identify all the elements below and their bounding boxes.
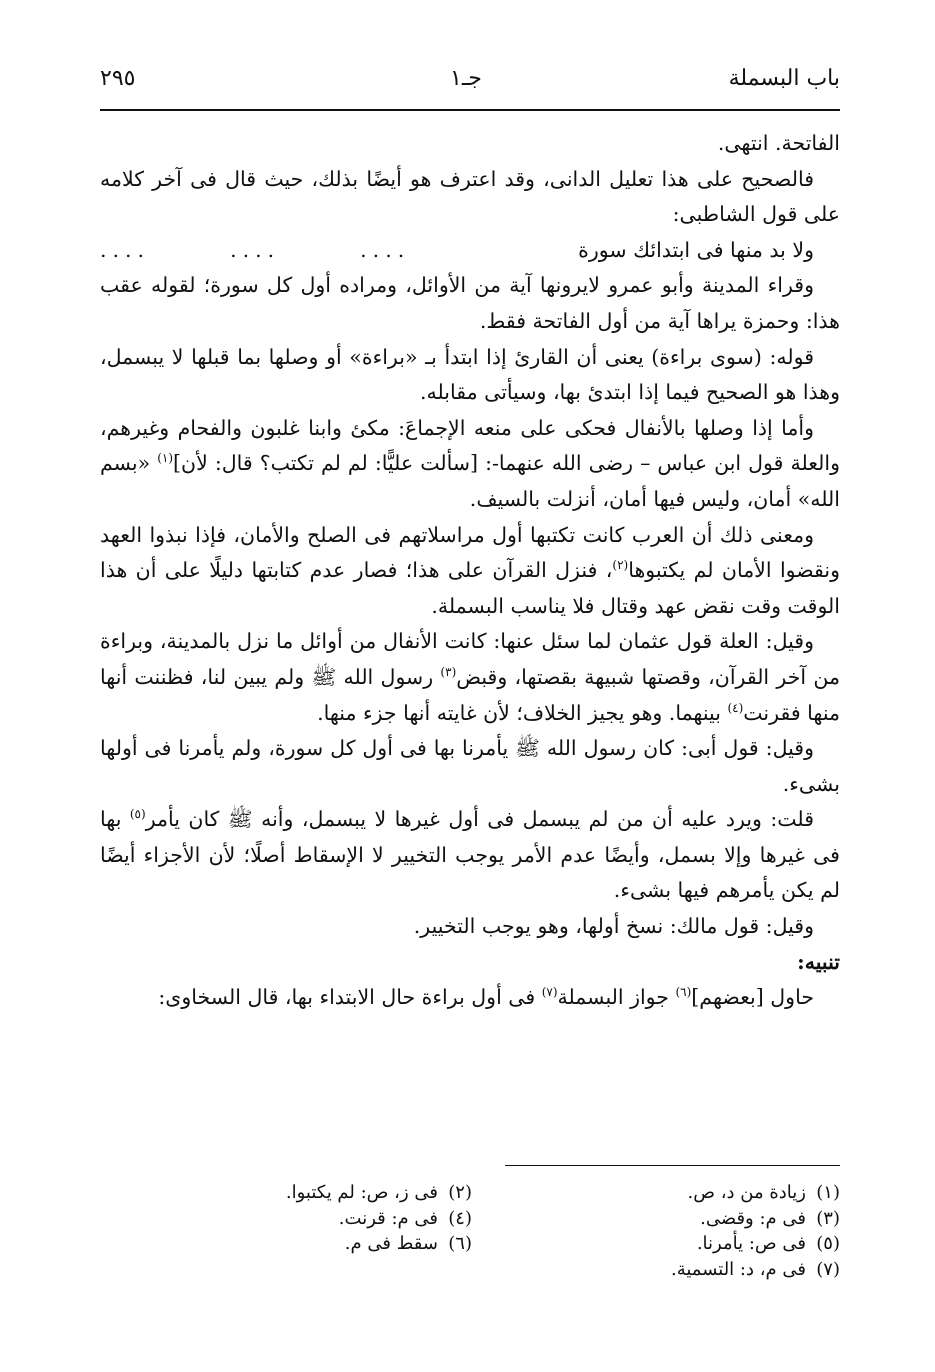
- paragraph: [100, 980, 840, 1016]
- verse-dots: ....: [360, 237, 411, 262]
- footnote-number: (٧): [816, 1258, 840, 1280]
- text-run: رسول الله ﷺ ولم يبين لنا، فظننت أنها منها فقرنت: [100, 664, 840, 725]
- footnote-item: [172, 1180, 472, 1206]
- paragraph: [100, 518, 840, 625]
- footnote-ref[interactable]: (٥): [129, 807, 146, 822]
- header-rule: [100, 109, 840, 111]
- footnote-ref[interactable]: (٦): [675, 985, 692, 1000]
- paragraph: وقراء المدينة وأبو عمرو لايرونها آية من الأوائل، ومراده أول كل سورة؛ لقوله عقب هذا: وحمزة يراها آية من أول الفاتحة فقط.: [100, 273, 840, 333]
- footnote-column-right: [540, 1180, 840, 1282]
- section-heading: تنبيه:: [797, 949, 840, 974]
- footnote-item: [540, 1206, 840, 1232]
- text-run: ومعنى ذلك أن العرب كانت تكتبها أول مراسلاتهم فى الصلح والأمان، فإذا نبذوا العهد ونقضوا الأمان لم يكتبوها: [100, 522, 840, 583]
- footnote-number: (٦): [448, 1233, 472, 1254]
- footnote-rule: [505, 1165, 840, 1166]
- footnote-ref[interactable]: (٣): [440, 665, 457, 680]
- footnote-ref[interactable]: (٧): [541, 985, 558, 1000]
- paragraph: [100, 411, 840, 518]
- paragraph: الفاتحة. انتهى.: [717, 131, 840, 155]
- footnote-text: فى ز، ص: لم يكتبوا.: [285, 1182, 438, 1203]
- verse-ellipsis: [100, 233, 410, 269]
- text-run: وأما إذا وصلها بالأنفال فحكى على منعه الإجماعَ: مكئ وابنا غلبون والفحام وغيرهم، والعلة قول ابن عباس – رضى الله عنهما-: [سألت عليًّا: لم لم تكتب؟ قال: لأن]: [100, 415, 840, 476]
- text-run: فى أول براءة حال الابتداء بها، قال السخاوى:: [158, 985, 542, 1010]
- verse-dots: ....: [230, 237, 281, 262]
- paragraph: [100, 624, 840, 731]
- footnote-text: فى م: قرنت.: [338, 1207, 438, 1229]
- page-number: ٢٩٥: [100, 66, 136, 91]
- verse-line: [100, 233, 840, 269]
- text-run: بينهما. وهو يجيز الخلاف؛ لأن غايته أنها جزء منها.: [317, 700, 728, 725]
- chapter-title: باب البسملة: [728, 66, 840, 91]
- footnote-number: (٤): [448, 1207, 472, 1229]
- volume-label: جـ١: [450, 66, 482, 91]
- footnote-text: سقط فى م.: [344, 1233, 438, 1254]
- verse-dots: ....: [100, 237, 151, 262]
- footnote-ref[interactable]: (١): [157, 451, 174, 466]
- footnote-number: (٥): [816, 1233, 840, 1254]
- footnote-text: فى م، د: التسمية.: [671, 1258, 806, 1280]
- footnote-item: [540, 1231, 840, 1257]
- footnote-ref[interactable]: (٤): [727, 700, 744, 715]
- text-run: حاول [بعضهم]: [691, 985, 814, 1010]
- paragraph: [100, 802, 840, 909]
- text-run: ، فنزل القرآن على هذا؛ فصار عدم كتابتها دليلًا على أن هذا الوقت وقت نقض عهد وقتال فلا يناسب البسملة.: [100, 558, 840, 618]
- footnote-ref[interactable]: (٢): [612, 558, 629, 573]
- footnote-text: فى ص: يأمرنا.: [696, 1233, 806, 1254]
- text-run: «بسم الله» أمان، وليس فيها أمان، أنزلت بالسيف.: [100, 451, 840, 511]
- footnote-text: زيادة من د، ص.: [687, 1182, 806, 1203]
- footnote-number: (٢): [448, 1182, 472, 1203]
- paragraph: وقيل: قول مالك: نسخ أولها، وهو يوجب التخيير.: [413, 914, 814, 939]
- footnote-item: [172, 1206, 472, 1232]
- verse-text: ولا بد منها فى ابتدائك سورة: [578, 237, 814, 262]
- text-run: قلت: ويرد عليه أن من لم يبسمل فى أول غيرها لا يبسمل، وأنه ﷺ كان يأمر: [145, 807, 814, 832]
- footnote-text: فى م: وقضى.: [700, 1207, 806, 1229]
- footnote-number: (٣): [816, 1207, 840, 1229]
- text-run: جواز البسملة: [557, 985, 676, 1010]
- footnote-item: [540, 1257, 840, 1283]
- text-run: بها فى غيرها وإلا بسمل، وأيضًا عدم الأمر يوجب التخيير لا الإسقاط أصلًا؛ لأن الأجزاء أيضًا لم يكن يأمرهم فيها بشىء.: [100, 807, 840, 903]
- main-text: [100, 126, 840, 1016]
- text-run: وقيل: العلة قول عثمان لما سئل عنها: كانت الأنفال من أوائل ما نزل بالمدينة، وبراءة من آخر القرآن، وقصتها شبيهة بقصتها، وقبض: [100, 629, 840, 689]
- paragraph: وقيل: قول أبى: كان رسول الله ﷺ يأمرنا بها فى أول كل سورة، ولم يأمرنا فى أولها بشىء.: [100, 736, 840, 796]
- paragraph: فالصحيح على هذا تعليل الدانى، وقد اعترف هو أيضًا بذلك، حيث قال فى آخر كلامه على قول الشاطبى:: [100, 166, 840, 227]
- running-header: [100, 62, 840, 102]
- footnote-number: (١): [816, 1182, 840, 1203]
- footnote-column-left: [172, 1180, 472, 1257]
- footnote-item: [172, 1231, 472, 1257]
- footnote-item: [540, 1180, 840, 1206]
- paragraph: قوله: (سوى براءة) يعنى أن القارئ إذا ابتدأ بـ «براءة» أو وصلها بما قبلها لا يبسمل، وهذا هو الصحيح فيما إذا ابتدئ بها، وسيأتى مقابله.: [100, 344, 840, 405]
